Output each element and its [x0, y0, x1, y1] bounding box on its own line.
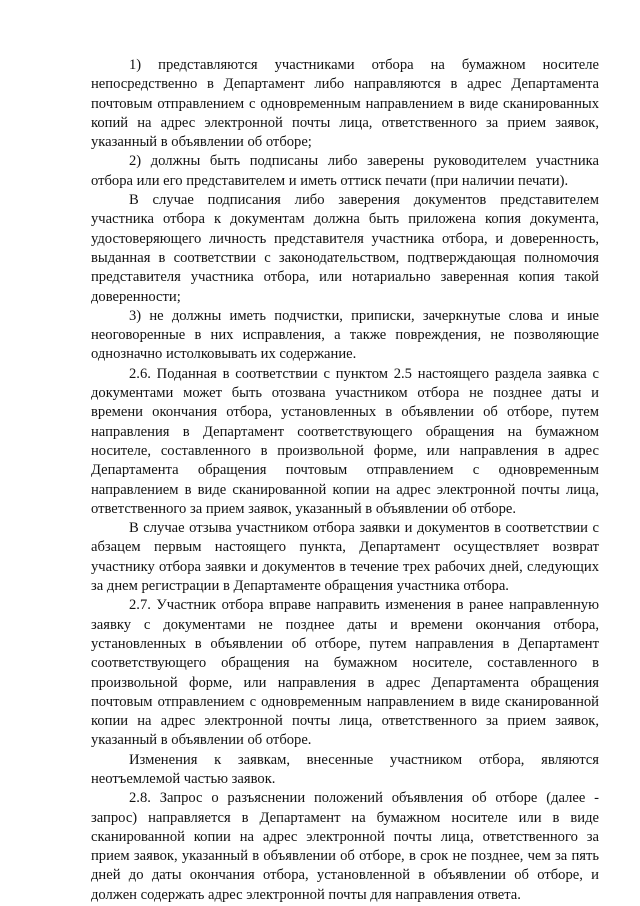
paragraph-2-6: 2.6. Поданная в соответствии с пунктом 2.5 настоящего раздела заявка с документами может быть отозвана участником отбора не позднее даты и времени окончания отбора, установленных в объявлении об отборе, путем направления в Департамент соответствующего обращения на бумажном носителе, составленного в произвольной форме, или направления в адрес Департамента обращения почтовым отправлением с одновременным направлением в виде сканированной копии на адрес электронной почты лица, ответственного за прием заявок, указанный в объявлении об отборе. [91, 365, 599, 517]
paragraph-item-1: 1) представляются участниками отбора на бумажном носителе непосредственно в Департамент либо направляются в адрес Департамента почтовым отправлением с одновременным направлением в виде сканированных копий на адрес электронной почты лица, ответственного за прием заявок, указанный в объявлении об отборе; [91, 57, 599, 151]
paragraph-item-2: 2) должны быть подписаны либо заверены руководителем участника отбора или его представителем и иметь оттиск печати (при наличии печати). [91, 153, 599, 189]
paragraph-2-7: 2.7. Участник отбора вправе направить изменения в ранее направленную заявку с документами не позднее даты и времени окончания отбора, установленных в объявлении об отборе, путем направления в Департамент соответствующего обращения на бумажном носителе, составленного в произвольной форме, или направления в адрес Департамента обращения почтовым отправлением с одновременным направлением в виде сканированной копии на адрес электронной почты лица, ответственного за прием заявок, указанный в объявлении об отборе. [91, 597, 599, 749]
paragraph-changes: Изменения к заявкам, внесенные участником отбора, являются неотъемлемой частью заявок. [91, 751, 599, 787]
paragraph-item-3: 3) не должны иметь подчистки, приписки, зачеркнутые слова и иные неоговоренные в них исправления, а также повреждения, не позволяющие однозначно истолковывать их содержание. [91, 307, 599, 363]
document-body [91, 56, 599, 905]
paragraph-withdrawal: В случае отзыва участником отбора заявки и документов в соответствии с абзацем первым настоящего пункта, Департамент осуществляет возврат участнику отбора заявки и документов в течение трех рабочих дней, следующих за днем регистрации в Департаменте обращения участника отбора. [91, 520, 599, 595]
paragraph-power-of-attorney: В случае подписания либо заверения документов представителем участника отбора к документам должна быть приложена копия документа, удостоверяющего личность представителя участника отбора, и доверенность, выданная в соответствии с законодательством, подтверждающая полномочия представителя участника отбора, или нотариально заверенная копия такой доверенности; [91, 192, 599, 305]
paragraph-2-8: 2.8. Запрос о разъяснении положений объявления об отборе (далее - запрос) направляется в Департамент на бумажном носителе или в виде сканированной копии на адрес электронной почты лица, ответственного за прием заявок, указанный в объявлении об отборе, в срок не позднее, чем за пять дней до даты окончания отбора, установленной в объявлении об отборе, и должен содержать адрес электронной почты для направления ответа. [91, 790, 599, 903]
